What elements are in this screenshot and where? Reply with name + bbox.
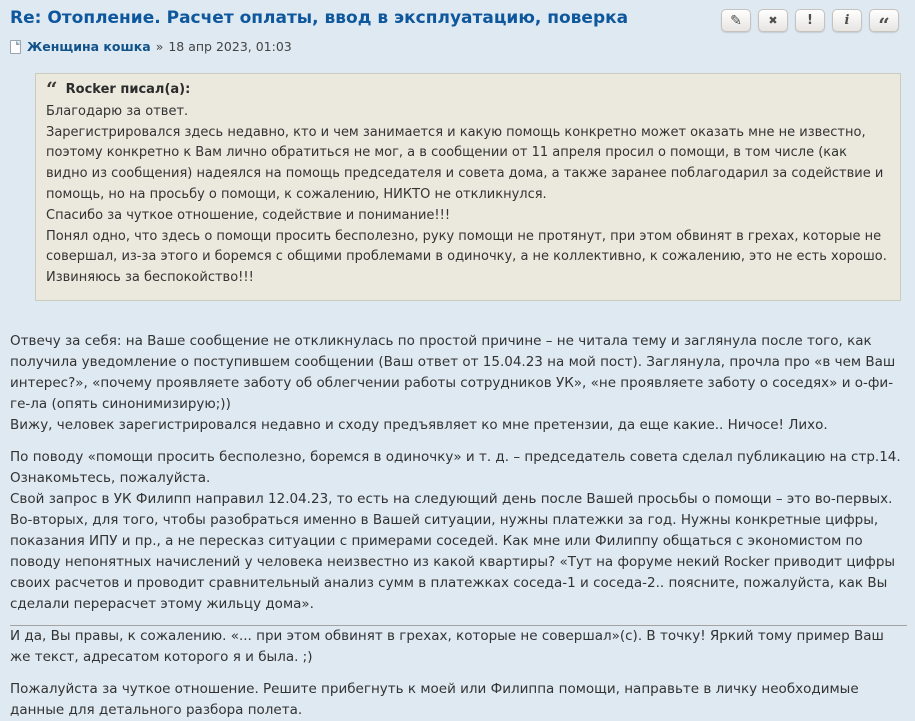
info-icon: i (844, 13, 850, 28)
paragraph-line: Отвечу за себя: на Ваше сообщение не откликнулась по простой причине – не читала тему и заглянула после того, как получила уведомление о поступившем сообщении (Ваш ответ от 15.04.23 на мой пост). Заглянула, прочла про «в чем Ваш интерес?», «почему проявляете заботу об облегчении работы сотрудников УК», «не проявляете заботу о соседях» и о-фи-ге-ла (опять синонимизирую;)) (10, 332, 896, 412)
paragraph-line: Пожалуйста за чуткое отношение. Решите прибегнуть к моей или Филиппа помощи, направьте в личку необходимые данные для детального разбора полета. (10, 680, 859, 718)
quote-lines (46, 102, 890, 289)
open-quote-icon: “ (46, 77, 58, 101)
quote-author-label: Rocker писал(а): (65, 82, 191, 97)
quote-line: Спасибо за чуткое отношение, содействие и понимание!!! (46, 207, 451, 223)
paragraph-line: Ознакомьтесь, пожалуйста. (10, 469, 211, 486)
minipost-page-icon (10, 40, 21, 54)
paragraph-line: Вижу, человек зарегистрировался недавно и сходу предъявляет ко мне претензии, да еще какие.. Ничосе! Лихо. (10, 416, 828, 433)
post-content (10, 331, 905, 721)
quoted-message (35, 73, 901, 301)
quote-line: Зарегистрировался здесь недавно, кто и чем занимается и какую помощь конкретно может оказать мне не известно, поэтому конкретно к Вам лично обратиться не мог, а в сообщении от 11 апреля просил о помощи, в том числе (как видно из сообщения) надеялся на помощь председателя и совета дома, а также заранее поблагодарил за содействие и помощь, но на просьбу о помощи, к сожалению, НИКТО не откликнулся. (46, 124, 884, 202)
quote-line: Извиняюсь за беспокойство!!! (46, 270, 254, 286)
post-author-line (10, 39, 905, 54)
post-timestamp: 18 апр 2023, 01:03 (168, 39, 292, 54)
quote-citation (46, 77, 890, 101)
paragraph-line: По поводу «помощи просить бесполезно, боремся в одиночку» и т. д. – председатель совета сделал публикацию на стр.14. (10, 448, 901, 465)
paragraph (10, 679, 905, 721)
author-separator: » (155, 39, 164, 54)
author-username-link[interactable]: Женщина кошка (27, 39, 151, 54)
report-post-button[interactable] (795, 9, 825, 32)
post-header (10, 5, 905, 37)
quote-line: Благодарю за ответ. (46, 103, 189, 119)
delete-post-button[interactable] (758, 9, 788, 32)
post-title-link[interactable]: Re: Отопление. Расчет оплаты, ввод в эксплуатацию, поверка (10, 8, 629, 28)
paragraph-line: И да, Вы правы, к сожалению. «... при этом обвинят в грехах, которые не совершал»(с). В точку! Яркий тому пример Ваш же текст, адресатом которого я и была. ;) (10, 627, 884, 665)
paragraph-line: Свой запрос в УК Филипп направил 12.04.23, то есть на следующий день после Вашей просьбы о помощи – это во-первых. Во-вторых, для того, чтобы разобраться именно в Вашей ситуации, нужны платежки за год. Нужны конкретные цифры, показания ИПУ и пр., а не пересказ ситуации с примерами соседей. Как мне или Филиппу общаться с экономистом по поводу непонятных начислений у человека неизвестно из какой квартиры? «Тут на форуме некий Rocker приводит цифры своих расчетов и проводит сравнительный анализ сумм в платежках соседа-1 и соседа-2.. поясните, пожалуйста, как Вы сделали перерасчет этому жильцу дома». (10, 490, 896, 612)
post-divider (10, 625, 907, 626)
exclamation-icon: ! (807, 13, 813, 28)
quote-line: Понял одно, что здесь о помощи просить бесполезно, руку помощи не протянут, при этом обвинят в грехах, которые не совершал, из-за этого и боремся с общими проблемами в одиночку, а не коллективно, к сожалению, это не есть хорошо. (46, 228, 887, 265)
paragraph (10, 331, 905, 436)
pencil-icon: ✎ (730, 12, 742, 29)
quote-icon: “ (878, 12, 890, 37)
paragraph (10, 626, 905, 668)
quote-post-button[interactable] (869, 9, 899, 37)
edit-post-button[interactable] (721, 9, 751, 32)
paragraph (10, 447, 905, 615)
post-info-button[interactable] (832, 9, 862, 32)
cross-icon: ✖ (768, 14, 778, 27)
post-toolbar (721, 5, 905, 37)
